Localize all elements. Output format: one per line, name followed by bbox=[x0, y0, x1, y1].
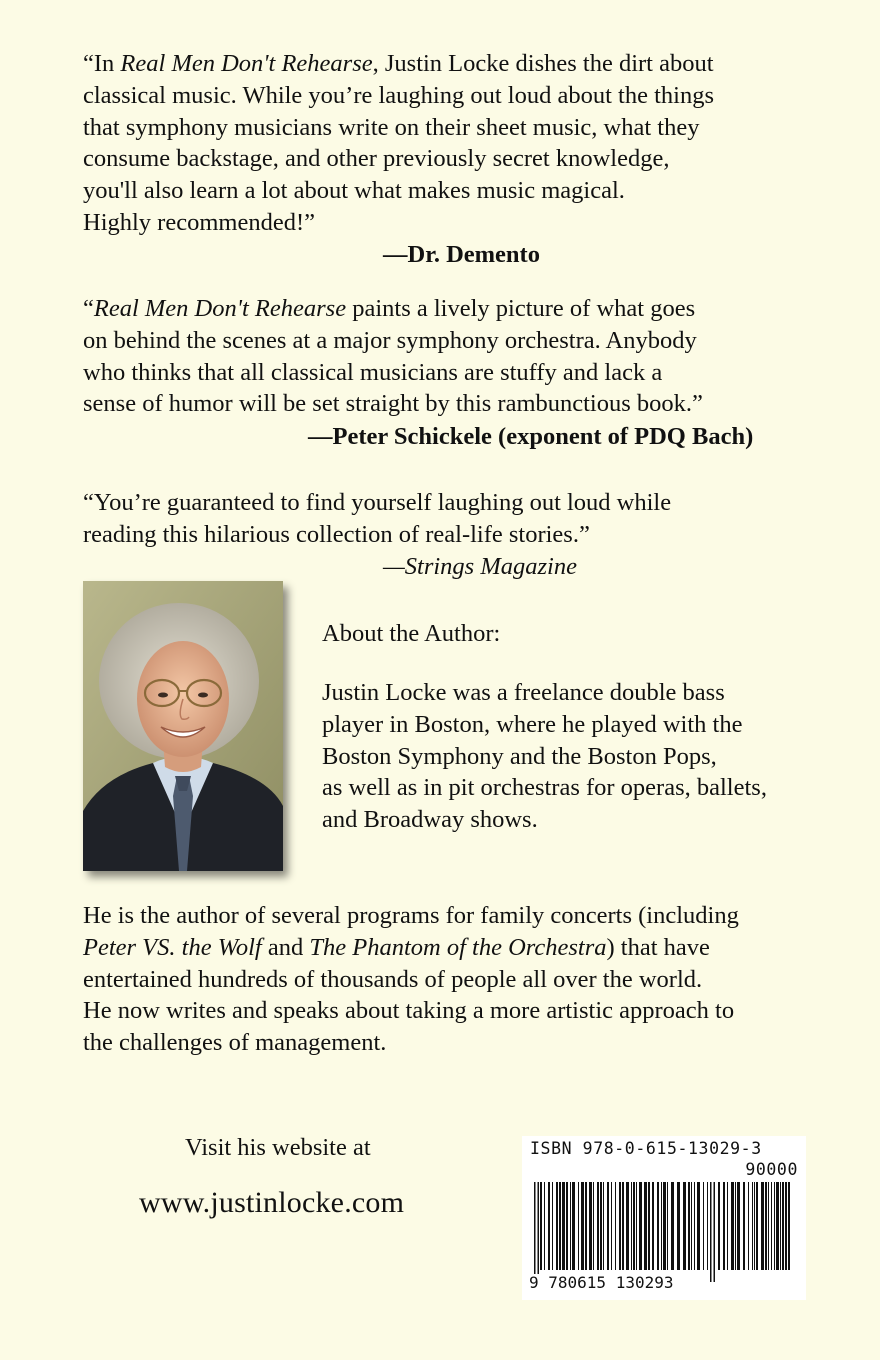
barcode-bar bbox=[671, 1182, 674, 1270]
text-line: entertained hundreds of thousands of people all over the world. bbox=[83, 965, 703, 993]
barcode-bar bbox=[639, 1182, 642, 1270]
barcode-bar bbox=[707, 1182, 708, 1270]
barcode-bar bbox=[691, 1182, 692, 1270]
barcode-bar bbox=[644, 1182, 647, 1270]
barcode-bar bbox=[718, 1182, 720, 1270]
barcode-bar bbox=[677, 1182, 680, 1270]
text-line: on behind the scenes at a major symphony orchestra. Anybody bbox=[83, 326, 697, 354]
barcode-bar bbox=[697, 1182, 700, 1270]
italic-title: Peter VS. the Wolf bbox=[83, 933, 262, 961]
barcode-bar bbox=[657, 1182, 659, 1270]
barcode-bar bbox=[570, 1182, 571, 1270]
barcode-bar bbox=[771, 1182, 772, 1270]
text-line: “Real Men Don't Rehearse paints a lively picture of what goes bbox=[83, 295, 696, 322]
barcode-bar bbox=[534, 1182, 536, 1282]
barcode-bar bbox=[619, 1182, 621, 1270]
barcode-bar bbox=[572, 1182, 575, 1270]
barcode-bar bbox=[748, 1182, 749, 1270]
barcode-bar bbox=[538, 1182, 540, 1282]
text-line: consume backstage, and other previously secret knowledge, bbox=[83, 145, 670, 173]
barcode-bar bbox=[731, 1182, 734, 1270]
barcode-bar bbox=[727, 1182, 728, 1270]
barcode-bar bbox=[552, 1182, 553, 1270]
quote-body bbox=[83, 487, 823, 551]
barcode-bar bbox=[694, 1182, 695, 1270]
barcode-bar bbox=[597, 1182, 599, 1270]
barcode-digits: 9 780615 130293 bbox=[529, 1273, 674, 1292]
text-line: Peter VS. the Wolf and The Phantom of the Orchestra) that have bbox=[83, 933, 710, 961]
barcode-bar bbox=[603, 1182, 604, 1270]
barcode-bar bbox=[556, 1182, 558, 1270]
barcode-bar bbox=[631, 1182, 632, 1270]
barcode-bar bbox=[566, 1182, 568, 1270]
barcode-bar bbox=[714, 1182, 716, 1282]
barcode-bar bbox=[743, 1182, 745, 1270]
author-bio bbox=[83, 900, 843, 1059]
isbn-label: ISBN 978-0-615-13029-3 bbox=[530, 1139, 762, 1158]
barcode-bar bbox=[581, 1182, 584, 1270]
barcode-bar bbox=[723, 1182, 725, 1270]
quote-peter-schickele bbox=[83, 293, 823, 420]
italic-title: Real Men Don't Rehearse bbox=[93, 295, 347, 322]
barcode-bar bbox=[703, 1182, 704, 1270]
text-line: as well as in pit orchestras for operas, ballets, bbox=[322, 774, 767, 802]
barcode-bar bbox=[761, 1182, 764, 1270]
isbn-barcode bbox=[522, 1136, 806, 1300]
barcode-bar bbox=[780, 1182, 781, 1270]
barcode-bar bbox=[578, 1182, 579, 1270]
text-line: Boston Symphony and the Boston Pops, bbox=[322, 742, 717, 770]
italic-title: Real Men Don't Rehearse bbox=[120, 50, 373, 77]
barcode-bar bbox=[776, 1182, 779, 1270]
barcode-bar bbox=[648, 1182, 650, 1270]
text-line: reading this hilarious collection of real-life stories.” bbox=[83, 520, 590, 548]
barcode-bar bbox=[633, 1182, 635, 1270]
barcode-bar bbox=[765, 1182, 767, 1270]
text-line: player in Boston, where he played with the bbox=[322, 710, 743, 738]
barcode-bar bbox=[667, 1182, 668, 1270]
author-portrait-photo bbox=[83, 581, 283, 871]
barcode-bar bbox=[688, 1182, 690, 1270]
quote-body bbox=[83, 48, 823, 239]
barcode-bar bbox=[607, 1182, 609, 1270]
author-portrait-icon bbox=[83, 581, 283, 871]
barcode-bar bbox=[544, 1182, 545, 1270]
quote-dr-demento bbox=[83, 48, 823, 239]
barcode-bar bbox=[585, 1182, 587, 1270]
barcode-bar bbox=[752, 1182, 753, 1270]
barcode-bar bbox=[782, 1182, 784, 1270]
text-line: Justin Locke was a freelance double bass bbox=[322, 679, 725, 706]
barcode-bar bbox=[622, 1182, 624, 1270]
barcode-bar bbox=[652, 1182, 654, 1270]
barcode-bar bbox=[737, 1182, 740, 1270]
text-line: you'll also learn a lot about what makes music magical. bbox=[83, 177, 625, 205]
barcode-bar bbox=[710, 1182, 712, 1282]
text-line: and Broadway shows. bbox=[322, 806, 538, 834]
barcode-bar bbox=[735, 1182, 736, 1270]
barcode-bar bbox=[548, 1182, 550, 1270]
barcode-bar bbox=[768, 1182, 769, 1270]
bio-body bbox=[83, 900, 843, 1059]
barcode-bar bbox=[540, 1182, 542, 1270]
barcode-bar bbox=[593, 1182, 594, 1270]
barcode-bar bbox=[626, 1182, 629, 1270]
barcode-bar bbox=[663, 1182, 666, 1270]
website-link[interactable]: www.justinlocke.com bbox=[139, 1186, 405, 1219]
text-line: classical music. While you’re laughing out loud about the things bbox=[83, 81, 714, 109]
text-line: He is the author of several programs for family concerts (including bbox=[83, 902, 739, 929]
barcode-bar bbox=[756, 1182, 758, 1270]
barcode-bar bbox=[589, 1182, 592, 1270]
price-code: 90000 bbox=[745, 1160, 798, 1179]
about-author-heading: About the Author: bbox=[322, 620, 501, 647]
text-line: the challenges of management. bbox=[83, 1029, 387, 1057]
barcode-bar bbox=[683, 1182, 686, 1270]
quote-attribution-strings-magazine: —Strings Magazine bbox=[383, 553, 577, 580]
quote-attribution-peter-schickele: —Peter Schickele (exponent of PDQ Bach) bbox=[308, 423, 754, 450]
barcode-bar bbox=[559, 1182, 561, 1270]
quote-attribution-dr-demento: —Dr. Demento bbox=[383, 241, 540, 268]
about-author-text bbox=[322, 677, 842, 836]
text-line: sense of humor will be set straight by this rambunctious book.” bbox=[83, 390, 703, 418]
italic-title: The Phantom of the Orchestra bbox=[309, 933, 607, 961]
barcode-bar bbox=[774, 1182, 775, 1270]
text-line: “You’re guaranteed to find yourself laughing out loud while bbox=[83, 489, 672, 516]
barcode-bar bbox=[615, 1182, 616, 1270]
barcode-bar bbox=[562, 1182, 565, 1270]
text-line: that symphony musicians write on their sheet music, what they bbox=[83, 113, 700, 141]
website-label: Visit his website at bbox=[185, 1134, 371, 1161]
text-line: Highly recommended!” bbox=[83, 208, 315, 236]
barcode-bar bbox=[754, 1182, 755, 1270]
barcode-bar bbox=[636, 1182, 637, 1270]
quote-body bbox=[83, 293, 823, 420]
quote-strings-magazine bbox=[83, 487, 823, 551]
text-line: He now writes and speaks about taking a more artistic approach to bbox=[83, 997, 735, 1025]
barcode-bar bbox=[785, 1182, 787, 1270]
barcode-bar bbox=[788, 1182, 790, 1270]
text-line: “In Real Men Don't Rehearse, Justin Locke dishes the dirt about bbox=[83, 50, 714, 77]
barcode-bar bbox=[611, 1182, 612, 1270]
barcode-bar bbox=[661, 1182, 662, 1270]
text-line: who thinks that all classical musicians are stuffy and lack a bbox=[83, 358, 663, 386]
barcode-bar bbox=[600, 1182, 602, 1270]
